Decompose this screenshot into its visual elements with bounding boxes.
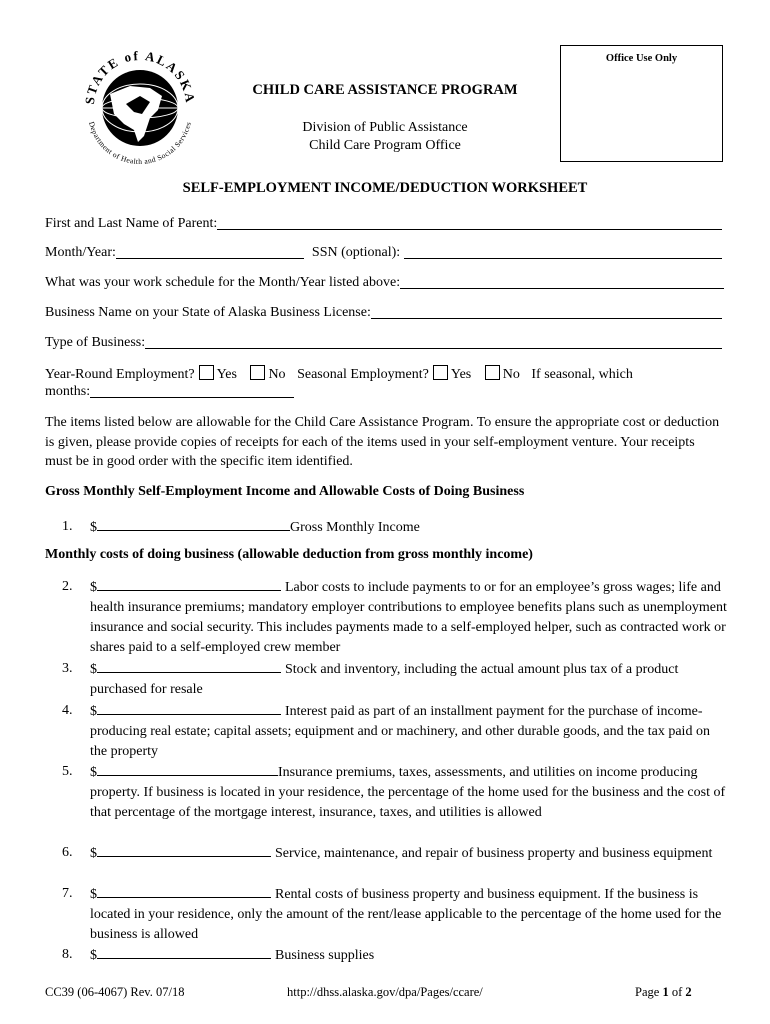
item-number: 8. <box>62 947 73 962</box>
parent-name-field[interactable] <box>217 216 722 230</box>
business-name-label: Business Name on your State of Alaska Business License: <box>45 305 371 320</box>
footer-url[interactable]: http://dhss.alaska.gov/dpa/Pages/ccare/ <box>287 985 483 999</box>
currency-symbol: $ <box>90 662 97 677</box>
months-field[interactable] <box>90 384 294 398</box>
list-item <box>62 659 727 700</box>
service-repair-amount-field[interactable] <box>97 843 271 857</box>
parent-name-row <box>45 216 722 232</box>
item-number: 4. <box>62 703 73 718</box>
seasonal-yes-label: Yes <box>450 367 472 382</box>
list-item <box>62 843 727 864</box>
currency-symbol: $ <box>90 580 97 595</box>
page-indicator <box>635 985 692 1000</box>
year-round-yes-label: Yes <box>216 367 237 382</box>
office-name: Child Care Program Office <box>309 138 461 153</box>
item-number: 2. <box>62 579 73 594</box>
list-item <box>62 577 727 658</box>
list-item <box>62 945 727 966</box>
item-number: 5. <box>62 764 73 779</box>
office-use-label: Office Use Only <box>605 53 678 64</box>
schedule-label: What was your work schedule for the Month/Year listed above: <box>45 275 401 290</box>
seasonal-yes-checkbox[interactable] <box>433 365 448 380</box>
month-ssn-row <box>45 245 722 261</box>
currency-symbol: $ <box>90 704 97 719</box>
labor-costs-amount-field[interactable] <box>97 577 281 591</box>
insurance-taxes-amount-field[interactable] <box>97 762 278 776</box>
form-id: CC39 (06-4067) Rev. 07/18 <box>45 985 185 999</box>
list-item <box>62 884 727 945</box>
business-name-row <box>45 305 722 321</box>
business-type-row <box>45 335 722 351</box>
item-text: Gross Monthly Income <box>290 520 420 535</box>
ssn-field[interactable] <box>404 245 722 259</box>
intro-paragraph: The items listed below are allowable for the Child Care Assistance Program. To ensure the appropriate cost or deduction is given, please provide copies of receipts for each of the items used in your self-employment venture. Your receipts must be in good order with the specific item identified. <box>45 415 720 469</box>
business-name-field[interactable] <box>371 305 722 319</box>
list-item <box>62 762 727 823</box>
currency-symbol: $ <box>90 520 97 535</box>
item-text: Insurance premiums, taxes, assessments, and utilities on income producing property. If business is located in your residence, the percentage of the home used for the business and the cost of that percentage of the mortgage interest, insurance, taxes, and utilities is allowed <box>90 765 726 820</box>
month-year-field[interactable] <box>116 245 304 259</box>
months-row <box>45 384 294 400</box>
month-year-label: Month/Year: <box>45 245 116 260</box>
year-round-label: Year-Round Employment? <box>45 367 195 382</box>
worksheet-title: SELF-EMPLOYMENT INCOME/DEDUCTION WORKSHEET <box>182 180 588 196</box>
seasonal-no-checkbox[interactable] <box>485 365 500 380</box>
item-number: 7. <box>62 886 73 901</box>
gross-income-amount-field[interactable] <box>97 517 290 531</box>
currency-symbol: $ <box>90 948 97 963</box>
business-supplies-amount-field[interactable] <box>97 945 271 959</box>
item-number: 6. <box>62 845 73 860</box>
seasonal-no-label: No <box>502 367 520 382</box>
item-text: Service, maintenance, and repair of business property and business equipment <box>275 846 713 861</box>
seal-bottom-text: Department of Health and Social Services <box>87 120 193 166</box>
page-number: 1 <box>662 985 669 999</box>
page-of: of <box>668 985 686 999</box>
item-number: 3. <box>62 661 73 676</box>
list-item <box>62 701 727 762</box>
ssn-label: SSN (optional): <box>311 245 401 260</box>
state-seal-logo <box>80 44 200 166</box>
currency-symbol: $ <box>90 846 97 861</box>
item-number: 1. <box>62 519 73 534</box>
months-label: months: <box>45 384 91 399</box>
year-round-yes-checkbox[interactable] <box>199 365 214 380</box>
if-seasonal-label: If seasonal, which <box>531 367 633 382</box>
section-gross-income-title: Gross Monthly Self-Employment Income and Allowable Costs of Doing Business <box>45 484 525 499</box>
item-text: Labor costs to include payments to or for an employee’s gross wages; life and health insurance premiums; mandatory employer contributions to employee benefits plans such as unemployment insurance and social security. This includes payments made to a self-employed helper, such as contracted work or shares paid to a self-employed crew member <box>90 580 727 655</box>
seal-top-text: STATE of ALASKA <box>81 47 199 106</box>
program-title: CHILD CARE ASSISTANCE PROGRAM <box>252 82 518 98</box>
year-round-no-label: No <box>268 367 286 382</box>
rental-costs-amount-field[interactable] <box>97 884 271 898</box>
section-monthly-costs-title: Monthly costs of doing business (allowable deduction from gross monthly income) <box>45 547 533 562</box>
interest-paid-amount-field[interactable] <box>97 701 281 715</box>
employment-row <box>45 365 633 383</box>
page-total: 2 <box>685 985 692 999</box>
stock-inventory-amount-field[interactable] <box>97 659 281 673</box>
parent-name-label: First and Last Name of Parent: <box>45 216 218 231</box>
item-text: Rental costs of business property and business equipment. If the business is located in your residence, only the amount of the rent/lease applicable to the percentage of the home used for the business is allowed <box>90 887 722 942</box>
item-text: Stock and inventory, including the actual amount plus tax of a product purchased for resale <box>90 662 679 697</box>
item-text: Business supplies <box>275 948 375 963</box>
currency-symbol: $ <box>90 887 97 902</box>
year-round-no-checkbox[interactable] <box>250 365 265 380</box>
schedule-row <box>45 275 724 291</box>
business-type-label: Type of Business: <box>45 335 146 350</box>
currency-symbol: $ <box>90 765 97 780</box>
business-type-field[interactable] <box>145 335 722 349</box>
seasonal-label: Seasonal Employment? <box>297 367 429 382</box>
division-name: Division of Public Assistance <box>302 120 468 135</box>
list-item <box>62 517 727 538</box>
page-prefix: Page <box>635 985 663 999</box>
schedule-field[interactable] <box>400 275 724 289</box>
item-text: Interest paid as part of an installment payment for the purchase of income-producing real estate; capital assets; equipment and or machinery, and other durable goods, and the tax paid on the property <box>90 704 710 759</box>
office-use-box <box>560 45 723 162</box>
